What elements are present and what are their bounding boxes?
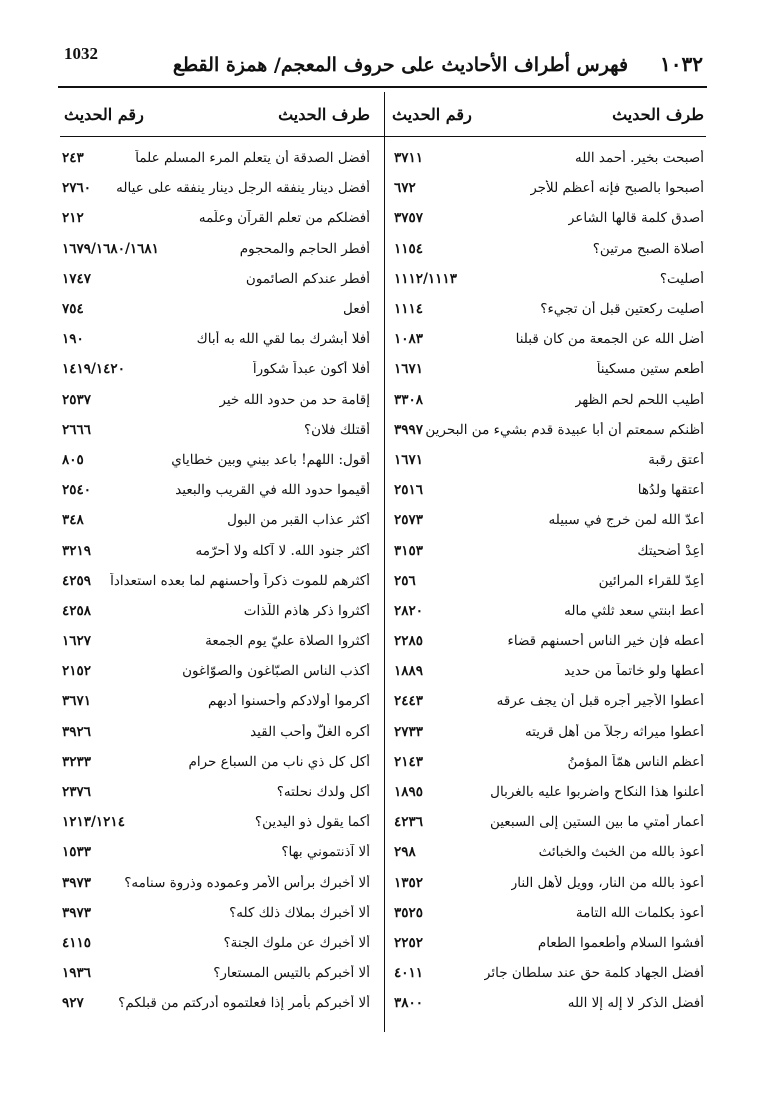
index-entry xyxy=(60,777,384,807)
hadith-number: ١١٥٤ xyxy=(394,240,424,257)
hadith-number: ١٧٤٧ xyxy=(62,270,92,287)
hadith-number: ٢٣٧٦ xyxy=(62,784,92,801)
hadith-incipit: أكل كل ذي ناب من السباع حرام xyxy=(188,753,370,770)
index-entry xyxy=(60,234,384,264)
hadith-incipit: ألا أخبركم بالتيس المستعار؟ xyxy=(213,965,370,982)
hadith-incipit: أعوذ بكلمات الله التامة xyxy=(575,904,704,921)
hadith-number: ١٨٩٥ xyxy=(394,784,424,801)
index-entry xyxy=(384,747,706,777)
index-entry xyxy=(60,747,384,777)
hadith-number: ٢٦٦٦ xyxy=(62,421,92,438)
index-entry xyxy=(60,837,384,867)
hadith-number: ١٠٨٣ xyxy=(394,331,424,348)
hadith-number: ١٨٨٩ xyxy=(394,663,424,680)
index-entry xyxy=(60,203,384,233)
hadith-incipit: أعطوا الأجير أجره قبل أن يجف عرقه xyxy=(496,693,704,710)
index-entry xyxy=(60,505,384,535)
hadith-number: ٢١٢ xyxy=(62,210,84,227)
header-rule xyxy=(58,86,707,88)
hadith-number: ٣٥٢٥ xyxy=(394,904,424,921)
index-entry xyxy=(60,988,384,1018)
hadith-incipit: أعدّ الله لمن خرج في سبيله xyxy=(548,512,704,529)
hadith-incipit: أطعم ستين مسكيناً xyxy=(596,361,704,378)
hadith-incipit: أفشوا السلام وأطعموا الطعام xyxy=(537,934,704,951)
column-header-text: طرف الحديث xyxy=(278,104,370,124)
index-entry xyxy=(60,958,384,988)
hadith-number: ٢٧٦٠ xyxy=(62,180,92,197)
hadith-incipit: أكل ولدك نحلته؟ xyxy=(276,784,370,801)
hadith-number: ١٦٧١ xyxy=(394,451,424,468)
hadith-incipit: أعمار أمتي ما بين الستين إلى السبعين xyxy=(489,814,704,831)
hadith-incipit: أصلاة الصبح مرتين؟ xyxy=(592,240,704,257)
page-title: فهرس أطراف الأحاديث على حروف المعجم/ همزة القطع xyxy=(172,54,629,76)
hadith-number: ٣٩٧٣ xyxy=(62,874,92,891)
page-number-latin: 1032 xyxy=(64,44,98,63)
index-entry xyxy=(384,566,706,596)
hadith-incipit: أفلا أبشرك بما لقي الله به أباك xyxy=(196,331,370,348)
hadith-number: ٤١١٥ xyxy=(62,934,92,951)
column-header-number: رقم الحديث xyxy=(392,104,472,124)
index-entry xyxy=(384,475,706,505)
index-entry xyxy=(384,686,706,716)
index-entry xyxy=(384,868,706,898)
index-entry xyxy=(384,958,706,988)
hadith-number: ٢٥٦ xyxy=(394,572,416,589)
index-entry xyxy=(384,445,706,475)
index-entry xyxy=(384,294,706,324)
hadith-incipit: أعطه فإن خير الناس أحسنهم قضاء xyxy=(507,633,704,650)
hadith-incipit: أعتقها ولدُها xyxy=(637,482,704,499)
hadith-incipit: أكثر جنود الله. لا آكله ولا أحرّمه xyxy=(195,542,370,559)
hadith-incipit: أكره الغلّ وأحب القيد xyxy=(250,723,370,740)
index-entry xyxy=(384,596,706,626)
index-entry xyxy=(60,415,384,445)
hadith-incipit: أفلا أكون عبداً شكوراً xyxy=(252,361,370,378)
hadith-incipit: أعلنوا هذا النكاح واضربوا عليه بالغربال xyxy=(490,784,704,801)
hadith-incipit: أكذب الناس الصبّاغون والصوّاغون xyxy=(182,663,370,680)
index-entry xyxy=(60,294,384,324)
index-entry xyxy=(384,324,706,354)
index-entry xyxy=(60,626,384,656)
hadith-number: ١٣٥٢ xyxy=(394,874,424,891)
hadith-incipit: أكرموا أولادكم وأحسنوا أدبهم xyxy=(207,693,370,710)
hadith-number: ٢٥٤٠ xyxy=(62,482,92,499)
index-entry xyxy=(384,988,706,1018)
hadith-number: ٢٢٨٥ xyxy=(394,633,424,650)
hadith-number: ٣٢٣٣ xyxy=(62,753,92,770)
hadith-incipit: أفضل الصدقة أن يتعلم المرء المسلم علماً xyxy=(135,150,370,167)
index-column-right xyxy=(384,92,706,1032)
hadith-number: ٧٥٤ xyxy=(62,301,84,318)
index-column-left xyxy=(60,92,385,1032)
index-entry xyxy=(60,566,384,596)
index-entry xyxy=(60,596,384,626)
hadith-number: ١٦٧٩/١٦٨٠/١٦٨١ xyxy=(62,240,159,257)
hadith-number: ٢٥٧٣ xyxy=(394,512,424,529)
hadith-number: ٢١٥٢ xyxy=(62,663,92,680)
hadith-number: ٤٢٣٦ xyxy=(394,814,424,831)
hadith-incipit: أقول: اللهم! باعد بيني وبين خطاياي xyxy=(171,451,370,468)
hadith-number: ١١١٤ xyxy=(394,301,424,318)
hadith-number: ٢٥٣٧ xyxy=(62,391,92,408)
hadith-incipit: أعوذ بالله من النار، وويل لأهل النار xyxy=(510,874,704,891)
index-entry xyxy=(60,385,384,415)
index-entry xyxy=(384,264,706,294)
hadith-number: ٣٤٨ xyxy=(62,512,84,529)
index-entry xyxy=(384,928,706,958)
index-entry xyxy=(384,203,706,233)
hadith-incipit: أصليت؟ xyxy=(659,270,704,287)
hadith-number: ٢٥١٦ xyxy=(394,482,424,499)
hadith-number: ٣٢١٩ xyxy=(62,542,92,559)
index-entry xyxy=(60,535,384,565)
index-entry xyxy=(384,505,706,535)
index-entry xyxy=(384,807,706,837)
column-header-number: رقم الحديث xyxy=(64,104,144,124)
index-entry xyxy=(60,898,384,928)
index-entry xyxy=(384,626,706,656)
hadith-number: ٢٩٨ xyxy=(394,844,416,861)
column-header xyxy=(60,92,384,137)
hadith-incipit: أصبحت بخير. أحمد الله xyxy=(575,150,704,167)
hadith-incipit: أكثروا ذكر هاذم اللّذات xyxy=(243,602,370,619)
hadith-number: ٣٧٥٧ xyxy=(394,210,424,227)
hadith-number: ١١١٢/١١١٣ xyxy=(394,270,457,287)
hadith-incipit: أعطوا ميراثه رجلاً من أهل قريته xyxy=(524,723,704,740)
hadith-number: ١٤١٩/١٤٢٠ xyxy=(62,361,125,378)
index-entry xyxy=(60,686,384,716)
index-entry xyxy=(60,445,384,475)
hadith-incipit: أعوذ بالله من الخبث والخبائث xyxy=(538,844,704,861)
hadith-incipit: أعظم الناس همّاً المؤمنُ xyxy=(567,753,704,770)
column-header-text: طرف الحديث xyxy=(612,104,704,124)
hadith-number: ١٦٢٧ xyxy=(62,633,92,650)
index-entry xyxy=(60,475,384,505)
index-entry xyxy=(384,173,706,203)
index-entry xyxy=(384,777,706,807)
hadith-number: ٣٣٠٨ xyxy=(394,391,424,408)
hadith-incipit: أكما يقول ذو اليدين؟ xyxy=(254,814,370,831)
column-header xyxy=(384,92,706,137)
hadith-incipit: أفضل الجهاد كلمة حق عند سلطان جائر xyxy=(483,965,704,982)
hadith-incipit: ألا أخبرك برأس الأمر وعموده وذروة سنامه؟ xyxy=(124,874,370,891)
hadith-incipit: أضل الله عن الجمعة من كان قبلنا xyxy=(515,331,704,348)
hadith-number: ١٥٣٣ xyxy=(62,844,92,861)
hadith-incipit: أصبحوا بالصبح فإنه أعظم للأجر xyxy=(530,180,704,197)
hadith-number: ١٢١٣/١٢١٤ xyxy=(62,814,125,831)
hadith-number: ٢٨٢٠ xyxy=(394,602,424,619)
hadith-incipit: أكثر عذاب القبر من البول xyxy=(227,512,370,529)
index-entry xyxy=(384,143,706,173)
index-entry xyxy=(384,656,706,686)
hadith-incipit: أطيب اللحم لحم الظهر xyxy=(574,391,704,408)
hadith-number: ٣٨٠٠ xyxy=(394,995,424,1012)
page-number-arabic: ١٠٣٢ xyxy=(660,52,703,76)
hadith-incipit: أصدق كلمة قالها الشاعر xyxy=(567,210,704,227)
hadith-incipit: أفضل دينار ينفقه الرجل دينار ينفقه على عياله xyxy=(116,180,370,197)
hadith-incipit: إقامة حد من حدود الله خير xyxy=(219,391,370,408)
hadith-number: ٣٩٧٣ xyxy=(62,904,92,921)
hadith-incipit: ألا آذنتموني بها؟ xyxy=(281,844,370,861)
hadith-incipit: أعط ابنتي سعد ثلثي ماله xyxy=(564,602,704,619)
index-entry xyxy=(60,324,384,354)
index-entry xyxy=(384,898,706,928)
index-entry xyxy=(384,535,706,565)
hadith-incipit: ألا أخبركم بأمر إذا فعلتموه أدركتم من قبلكم؟ xyxy=(118,995,370,1012)
hadith-incipit: أعطها ولو خاتماً من حديد xyxy=(564,663,704,680)
hadith-number: ٣٩٩٧ xyxy=(394,421,424,438)
index-entry xyxy=(60,143,384,173)
index-entry xyxy=(60,928,384,958)
hadith-number: ٣٧١١ xyxy=(394,150,424,167)
index-entry xyxy=(384,415,706,445)
hadith-number: ٣٦٧١ xyxy=(62,693,92,710)
hadith-incipit: أقتلك فلان؟ xyxy=(303,421,370,438)
hadith-number: ٢٢٥٢ xyxy=(394,934,424,951)
index-entry xyxy=(60,868,384,898)
hadith-number: ٤٢٥٩ xyxy=(62,572,92,589)
index-rows xyxy=(60,137,384,1018)
hadith-incipit: ألا أخبرك عن ملوك الجنة؟ xyxy=(223,934,370,951)
hadith-incipit: أقيموا حدود الله في القريب والبعيد xyxy=(175,482,370,499)
hadith-number: ٤٢٥٨ xyxy=(62,602,92,619)
hadith-number: ٣٩٢٦ xyxy=(62,723,92,740)
index-rows xyxy=(384,137,706,1018)
index-entry xyxy=(60,717,384,747)
hadith-number: ٢١٤٣ xyxy=(394,753,424,770)
hadith-incipit: ألا أخبرك بملاك ذلك كله؟ xyxy=(229,904,370,921)
index-entry xyxy=(60,264,384,294)
hadith-incipit: أفضل الذكر لا إله إلا الله xyxy=(567,995,704,1012)
index-entry xyxy=(384,837,706,867)
index-entry xyxy=(60,656,384,686)
index-entry xyxy=(384,385,706,415)
hadith-number: ٤٠١١ xyxy=(394,965,424,982)
hadith-incipit: أكثروا الصلاة عليّ يوم الجمعة xyxy=(205,633,370,650)
index-entry xyxy=(384,234,706,264)
hadith-number: ٦٧٢ xyxy=(394,180,416,197)
hadith-number: ١٦٧١ xyxy=(394,361,424,378)
hadith-incipit: أظنكم سمعتم أن أبا عبيدة قدم بشيء من البحرين xyxy=(425,421,704,438)
index-entry xyxy=(60,173,384,203)
running-head xyxy=(173,52,703,76)
hadith-number: ٨٠٥ xyxy=(62,451,84,468)
hadith-number: ٩٢٧ xyxy=(62,995,84,1012)
hadith-number: ١٩٠ xyxy=(62,331,84,348)
hadith-incipit: أفضلكم من تعلم القرآن وعلّمه xyxy=(198,210,370,227)
hadith-number: ٢٧٣٣ xyxy=(394,723,424,740)
index-entry xyxy=(384,717,706,747)
hadith-incipit: أفطر الحاجم والمحجوم xyxy=(239,240,370,257)
hadith-incipit: أعِدّ للقراء المرائين xyxy=(598,572,704,589)
hadith-incipit: أصليت ركعتين قبل أن تجيء؟ xyxy=(540,301,704,318)
index-entry xyxy=(384,354,706,384)
hadith-number: ٣١٥٣ xyxy=(394,542,424,559)
index-entry xyxy=(60,807,384,837)
hadith-number: ١٩٣٦ xyxy=(62,965,92,982)
hadith-incipit: أفطر عندكم الصائمون xyxy=(245,270,370,287)
hadith-incipit: أعتق رقبة xyxy=(648,451,704,468)
hadith-incipit: أعِدْ أضحيتك xyxy=(637,542,704,559)
hadith-incipit: أكثرهم للموت ذكراً وأحسنهم لما بعده استعداداً xyxy=(110,572,370,589)
hadith-number: ٢٤٤٣ xyxy=(394,693,424,710)
hadith-number: ٢٤٣ xyxy=(62,150,84,167)
hadith-incipit: أفعل xyxy=(343,301,370,318)
index-entry xyxy=(60,354,384,384)
